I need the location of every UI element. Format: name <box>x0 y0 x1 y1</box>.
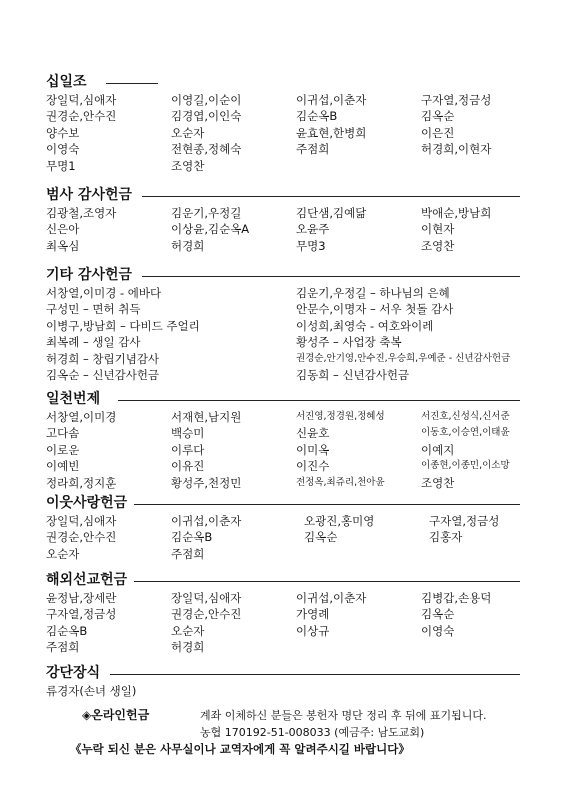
list-item: 장일덕,심애자 <box>171 591 242 605</box>
online-offering-label: ◈온라인헌금 <box>82 708 150 722</box>
list-item: 김순옥B <box>171 530 213 545</box>
list-item: 구성민 – 면허 취득 <box>46 302 141 317</box>
name-grid <box>46 409 526 491</box>
section-divider <box>106 83 158 84</box>
list-row <box>46 623 526 639</box>
section-thousand-offering <box>46 389 526 491</box>
section-header <box>46 389 526 409</box>
list-item: 권경순,안기영,안수진,우승희,우예준 - 신년감사헌금 <box>296 352 511 364</box>
list-item: 전정옥,최쥬리,천아윤 <box>296 476 385 488</box>
list-item: 권경순,안수진 <box>46 530 117 545</box>
list-item: 오순자 <box>171 623 205 638</box>
list-item: 이귀섭,이춘자 <box>296 93 367 107</box>
section-header <box>46 493 526 513</box>
list-row <box>46 367 526 383</box>
bank-account-text: 농협 170192-51-008033 (예금주: 남도교회) <box>200 726 425 739</box>
list-item: 허경희,이현자 <box>421 142 492 157</box>
list-item: 류경자(손녀 생일) <box>46 684 137 698</box>
list-item: 오광진,홍미영 <box>304 514 375 528</box>
section-title: 강단장식 <box>46 665 101 681</box>
section-tithe <box>46 72 526 174</box>
list-item: 주점희 <box>296 142 330 157</box>
list-item: 구자열,정금성 <box>421 93 492 107</box>
list-item: 권경순,안수진 <box>46 109 117 124</box>
section-neighbor-love <box>46 493 526 562</box>
section-general-thanksgiving <box>46 185 526 254</box>
list-item: 조영찬 <box>421 475 455 490</box>
list-row <box>46 125 526 141</box>
list-row <box>46 475 526 491</box>
list-item: 김홍자 <box>429 530 463 545</box>
name-grid <box>46 513 526 562</box>
list-item: 김광철,조영자 <box>46 206 117 220</box>
list-item: 양수보 <box>46 125 80 140</box>
section-header <box>46 663 526 683</box>
list-item: 이성희,최영숙 - 여호와이레 <box>296 318 434 333</box>
list-item: 고다솜 <box>46 426 80 441</box>
list-item: 주점희 <box>46 640 80 655</box>
list-item: 백승미 <box>171 426 205 441</box>
notice-row <box>46 741 526 758</box>
list-item: 이유진 <box>171 459 205 474</box>
list-row <box>46 205 526 221</box>
name-grid <box>46 683 526 699</box>
list-row <box>46 409 526 425</box>
list-item: 김병갑,손용덕 <box>421 591 492 605</box>
list-item: 서창열,이미경 - 에바다 <box>46 286 162 300</box>
list-row <box>46 351 526 367</box>
list-item: 이현자 <box>421 222 455 237</box>
list-item: 이상윤,김순옥A <box>171 222 250 237</box>
list-row <box>46 108 526 124</box>
list-item: 장일덕,심애자 <box>46 514 117 528</box>
list-item: 이영길,이순이 <box>171 93 242 107</box>
list-item: 김옥순 – 신년감사헌금 <box>46 367 160 382</box>
list-row <box>46 92 526 108</box>
section-header <box>46 72 526 92</box>
list-row <box>46 590 526 606</box>
list-item: 서재현,남지원 <box>171 410 242 424</box>
name-grid <box>46 590 526 656</box>
list-item: 허경희 <box>171 238 205 253</box>
list-item: 김동희 – 신년감사헌금 <box>296 367 410 382</box>
section-divider <box>110 674 520 675</box>
list-row <box>46 425 526 441</box>
list-row <box>46 238 526 254</box>
section-altar-flowers <box>46 663 526 699</box>
list-row <box>46 158 526 174</box>
list-item: 오윤주 <box>296 222 330 237</box>
list-item: 이로운 <box>46 442 80 457</box>
list-item: 이은진 <box>421 125 455 140</box>
list-item: 이귀섭,이춘자 <box>171 514 242 528</box>
list-row <box>46 529 526 545</box>
list-item: 이귀섭,이춘자 <box>296 591 367 605</box>
list-item: 장일덕,심애자 <box>46 93 117 107</box>
list-item: 김순옥B <box>296 109 338 124</box>
list-item: 이영숙 <box>46 142 80 157</box>
list-item: 이미옥 <box>296 442 330 457</box>
section-title: 이웃사랑헌금 <box>46 495 128 511</box>
list-item: 전현종,정혜숙 <box>171 142 242 157</box>
list-item: 신은아 <box>46 222 80 237</box>
section-header <box>46 570 526 590</box>
section-divider <box>142 276 520 277</box>
list-item: 오순자 <box>171 125 205 140</box>
list-item: 최옥심 <box>46 238 80 253</box>
list-item: 가영례 <box>296 607 330 622</box>
list-item: 김순옥B <box>46 623 88 638</box>
list-item: 신윤호 <box>296 426 330 441</box>
list-item: 윤효현,한병희 <box>296 125 367 140</box>
list-item: 구자열,정금성 <box>429 514 500 528</box>
section-title: 일천번제 <box>46 391 101 407</box>
list-item: 서창열,이미경 <box>46 410 117 424</box>
list-item: 박애순,방남희 <box>421 206 492 220</box>
list-item: 이병구,방남희 – 다비드 주얼리 <box>46 318 200 333</box>
thanks-list <box>46 285 526 383</box>
notice-row <box>46 707 526 724</box>
list-row <box>46 639 526 655</box>
list-row <box>46 606 526 622</box>
list-item: 정라희,정지훈 <box>46 475 117 490</box>
list-item: 김옥순 <box>421 109 455 124</box>
list-item: 이예지 <box>421 442 455 457</box>
section-header <box>46 265 526 285</box>
section-title: 해외선교헌금 <box>46 572 128 588</box>
list-item: 이영숙 <box>421 623 455 638</box>
list-item: 김단샘,김예닮 <box>296 206 367 220</box>
list-row <box>46 334 526 350</box>
name-grid <box>46 205 526 254</box>
section-title: 기타 감사헌금 <box>46 267 133 283</box>
list-item: 김경엽,이인숙 <box>171 109 242 124</box>
list-item: 조영찬 <box>171 158 205 173</box>
list-item: 김운기,우정길 <box>171 206 242 220</box>
list-item: 황성주,천정민 <box>171 475 242 490</box>
section-divider <box>134 581 520 582</box>
contact-request-text: 《누락 되신 분은 사무실이나 교역자에게 꼭 알려주시길 바랍니다》 <box>70 742 410 756</box>
list-item: 무명3 <box>296 238 326 253</box>
list-item: 김옥순 <box>421 607 455 622</box>
list-item: 서진영,정경원,정혜성 <box>296 411 385 422</box>
list-item: 허경희 <box>171 640 205 655</box>
list-item: 구자열,정금성 <box>46 607 117 622</box>
list-item: 서진호,신성식,신서준 <box>421 411 510 422</box>
list-row <box>46 221 526 237</box>
list-row <box>46 285 526 301</box>
online-notice-text: 계좌 이체하신 분들은 봉헌자 명단 정리 후 뒤에 표기됩니다. <box>200 709 487 722</box>
section-overseas-mission <box>46 570 526 656</box>
section-title: 범사 감사헌금 <box>46 187 133 203</box>
list-row <box>46 141 526 157</box>
list-item: 이동호,이승연,이태윤 <box>421 427 510 439</box>
list-item: 허경희 – 창립기념감사 <box>46 351 160 366</box>
list-item: 이루다 <box>171 442 205 457</box>
list-row <box>46 301 526 317</box>
section-header <box>46 185 526 205</box>
list-row <box>46 546 526 562</box>
section-divider <box>142 196 520 197</box>
list-item: 권경순,안수진 <box>171 607 242 622</box>
list-row <box>46 318 526 334</box>
online-offering-notice <box>46 707 526 758</box>
list-item: 김옥순 <box>304 530 338 545</box>
list-item: 이상규 <box>296 623 330 638</box>
list-item: 이종현,이종민,이소망 <box>421 460 510 472</box>
name-grid <box>46 92 526 174</box>
list-item: 오순자 <box>46 546 80 561</box>
section-divider <box>118 400 520 401</box>
section-title: 십일조 <box>46 74 87 90</box>
section-divider <box>134 504 520 505</box>
list-item: 주점희 <box>171 546 205 561</box>
list-item: 김운기,우정길 – 하나님의 은혜 <box>296 286 450 300</box>
list-item: 무명1 <box>46 158 76 173</box>
list-item: 윤정남,장세란 <box>46 591 117 605</box>
list-item: 이예빈 <box>46 459 80 474</box>
list-row <box>46 458 526 474</box>
list-row <box>46 683 526 699</box>
list-item: 조영찬 <box>421 238 455 253</box>
list-row <box>46 513 526 529</box>
list-row <box>46 442 526 458</box>
list-item: 이진수 <box>296 459 330 474</box>
list-item: 안문수,이명자 – 서우 첫돌 감사 <box>296 302 454 317</box>
section-other-thanksgiving <box>46 265 526 383</box>
notice-row <box>46 724 526 741</box>
list-item: 최복례 – 생일 감사 <box>46 335 141 350</box>
list-item: 황성주 – 사업장 축복 <box>296 335 402 350</box>
